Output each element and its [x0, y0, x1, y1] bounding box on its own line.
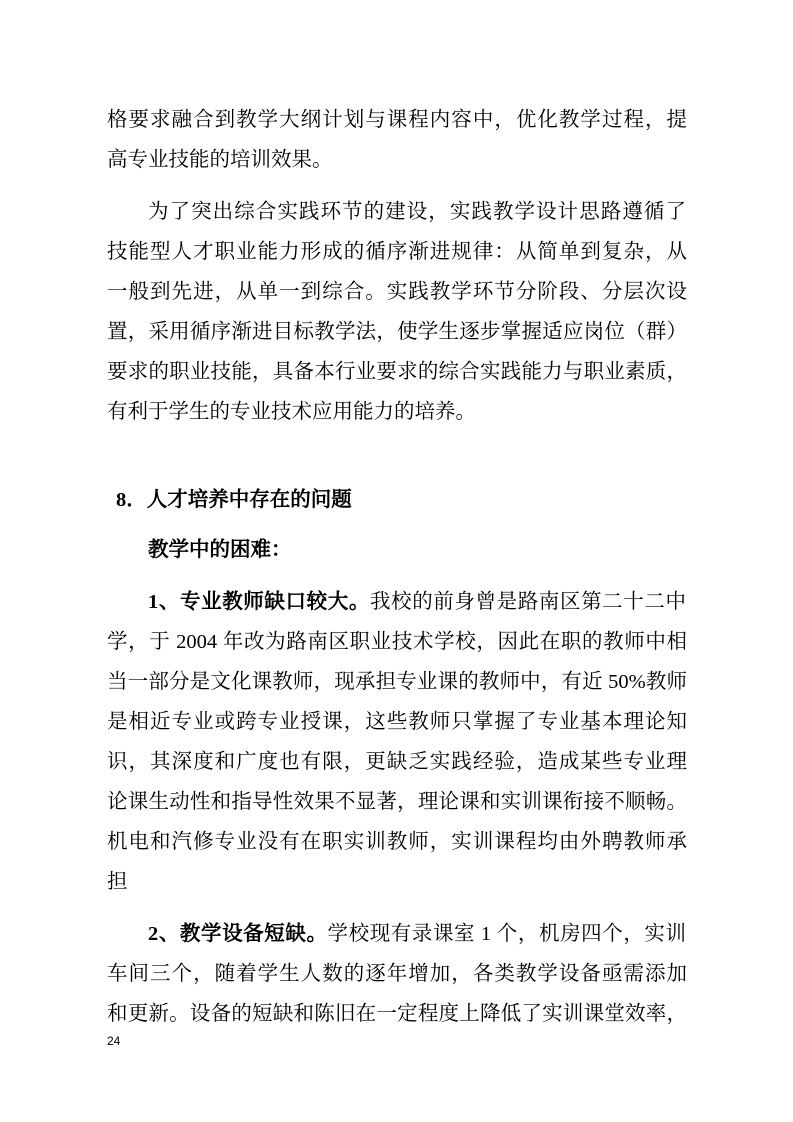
- body-text-line: [148, 590, 686, 614]
- body-text-line: 高专业技能的培训效果。: [107, 149, 333, 171]
- body-text-line: [148, 922, 686, 946]
- body-text-line: 为了突出综合实践环节的建设，实践教学设计思路遵循了: [148, 201, 686, 223]
- body-text-line: 车间三个，随着学生人数的逐年增加，各类教学设备亟需添加: [107, 963, 687, 985]
- item-title: 1、专业教师缺口较大。: [148, 591, 370, 613]
- body-text-line: 一般到先进，从单一到综合。实践教学环节分阶段、分层次设: [107, 281, 687, 303]
- body-text-line: 和更新。设备的短缺和陈旧在一定程度上降低了实训课堂效率，: [107, 1003, 687, 1025]
- item-text: 学校现有录课室 1 个，机房四个，实训: [327, 923, 687, 945]
- body-text-line: 机电和汽修专业没有在职实训教师，实训课程均由外聘教师承: [107, 831, 687, 853]
- body-text-line: 担: [107, 871, 128, 893]
- body-text-line: 学，于 2004 年改为路南区职业技术学校，因此在职的教师中相: [107, 631, 687, 653]
- body-text-line: 格要求融合到教学大纲计划与课程内容中，优化教学过程，提: [107, 109, 687, 131]
- page-number: 24: [107, 1034, 121, 1048]
- body-text-line: 要求的职业技能，具备本行业要求的综合实践能力与职业素质，: [107, 361, 687, 383]
- item-title: 2、教学设备短缺。: [148, 923, 328, 945]
- body-text-line: 是相近专业或跨专业授课，这些教师只掌握了专业基本理论知: [107, 711, 687, 733]
- subheading: 教学中的困难：: [148, 539, 292, 561]
- body-text-line: 识，其深度和广度也有限，更缺乏实践经验，造成某些专业理: [107, 751, 687, 773]
- body-text-line: 置，采用循序渐进目标教学法，使学生逐步掌握适应岗位（群）: [107, 321, 687, 343]
- item-text: 我校的前身曾是路南区第二十二中: [369, 591, 687, 613]
- body-text-line: 有利于学生的专业技术应用能力的培养。: [107, 401, 476, 423]
- body-text-line: 技能型人才职业能力形成的循序渐进规律：从简单到复杂，从: [107, 241, 687, 263]
- body-text-line: 论课生动性和指导性效果不显著，理论课和实训课衔接不顺畅。: [107, 791, 687, 813]
- body-text-line: 当一部分是文化课教师，现承担专业课的教师中，有近 50%教师: [107, 671, 687, 693]
- section-heading: 8．人才培养中存在的问题: [116, 489, 352, 511]
